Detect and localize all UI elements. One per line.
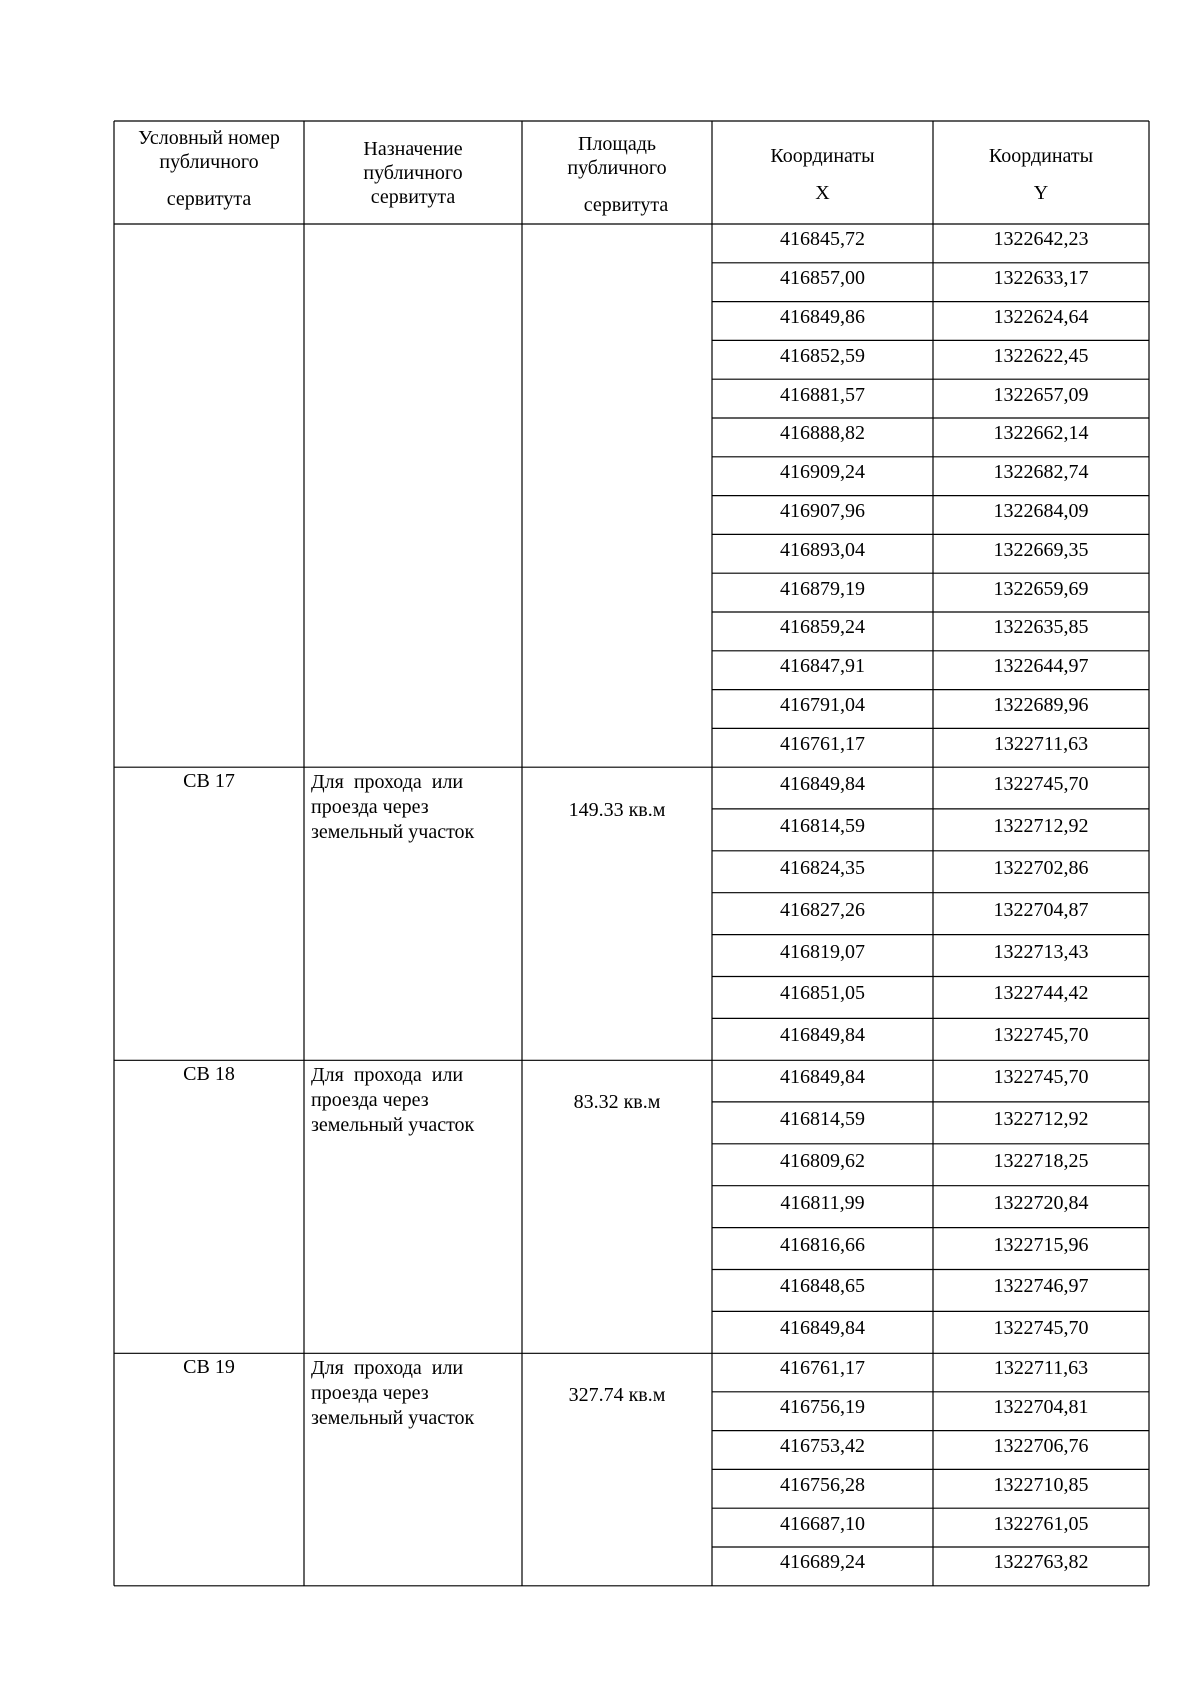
coord-y-cell: 1322718,25 — [993, 1149, 1089, 1172]
coord-y-cell: 1322669,35 — [993, 538, 1089, 561]
header-coord-x-line2: X — [815, 182, 830, 204]
coord-x-cell: 416824,35 — [780, 856, 865, 879]
coord-x-cell: 416761,17 — [780, 732, 865, 755]
coord-y-cell: 1322715,96 — [993, 1233, 1089, 1256]
coord-x-cell: 416881,57 — [780, 383, 865, 406]
header-area-line1: Площадь — [578, 133, 656, 155]
coord-x-cell: 416888,82 — [780, 422, 865, 445]
group-1-purpose-line2: проезда через — [311, 796, 429, 818]
header-area-line3: сервитута — [583, 194, 669, 216]
coord-x-cell: 416909,24 — [780, 461, 865, 484]
coord-y-cell: 1322704,87 — [993, 898, 1089, 921]
coord-x-cell: 416859,24 — [780, 616, 865, 639]
coord-x-cell: 416827,26 — [780, 898, 865, 921]
coord-y-cell: 1322761,05 — [993, 1512, 1089, 1535]
coord-x-cell: 416847,91 — [780, 655, 865, 678]
coord-y-cell: 1322712,92 — [993, 1107, 1089, 1130]
coord-x-cell: 416756,19 — [780, 1396, 865, 1419]
coord-x-cell: 416849,86 — [780, 306, 865, 328]
group-2-purpose — [311, 1063, 516, 1138]
coord-x-cell: 416848,65 — [780, 1275, 865, 1298]
coord-y-cell: 1322744,42 — [993, 982, 1089, 1005]
group-2-purpose-line2: проезда через — [311, 1089, 429, 1111]
coord-y-cell: 1322745,70 — [993, 772, 1089, 795]
coord-x-cell: 416857,00 — [780, 267, 865, 290]
coord-x-cell: 416689,24 — [780, 1551, 865, 1574]
coord-y-cell: 1322644,97 — [993, 655, 1089, 678]
coord-y-cell: 1322763,82 — [993, 1551, 1089, 1574]
coord-y-cell: 1322706,76 — [993, 1435, 1089, 1457]
coord-y-cell: 1322713,43 — [993, 940, 1089, 963]
header-purpose-line2: публичного — [363, 162, 463, 184]
group-2-purpose-line1: Для прохода или — [311, 1064, 464, 1086]
coord-x-cell: 416819,07 — [780, 940, 865, 963]
coord-x-cell: 416879,19 — [780, 577, 865, 600]
header-purpose — [304, 137, 522, 209]
header-area — [522, 132, 712, 217]
coord-y-cell: 1322702,86 — [993, 856, 1089, 879]
group-3-purpose-line1: Для прохода или — [311, 1357, 464, 1379]
coord-x-cell: 416852,59 — [780, 344, 865, 367]
header-number — [114, 126, 304, 211]
coord-x-cell: 416816,66 — [780, 1233, 865, 1256]
coord-x-cell: 416893,04 — [780, 538, 865, 561]
coord-y-cell: 1322704,81 — [993, 1396, 1089, 1419]
group-2-purpose-line3: земельный участок — [311, 1114, 475, 1136]
header-coord-y-line2: Y — [1033, 182, 1049, 204]
coord-y-cell: 1322642,23 — [993, 228, 1089, 251]
header-number-line2: публичного — [159, 151, 259, 173]
coord-x-cell: 416814,59 — [780, 814, 865, 837]
coord-y-cell: 1322633,17 — [993, 267, 1089, 290]
group-2-number: СВ 18 — [183, 1063, 235, 1085]
group-1-number: СВ 17 — [183, 770, 235, 792]
group-2-area: 83.32 кв.м — [573, 1091, 661, 1113]
coord-x-cell: 416851,05 — [780, 982, 865, 1005]
coord-y-cell: 1322662,14 — [993, 422, 1089, 445]
coord-x-cell: 416849,84 — [780, 1024, 865, 1047]
group-3-purpose-line3: земельный участок — [311, 1407, 475, 1429]
header-coord-y — [933, 144, 1149, 205]
header-purpose-line3: сервитута — [370, 186, 456, 208]
coord-y-cell: 1322684,09 — [993, 500, 1089, 522]
coord-x-cell: 416809,62 — [780, 1149, 865, 1172]
header-number-line3: сервитута — [166, 188, 252, 210]
header-coord-x-line1: Координаты — [770, 145, 875, 167]
coord-y-cell: 1322745,70 — [993, 1065, 1089, 1088]
coord-y-cell: 1322689,96 — [993, 694, 1089, 716]
coord-y-cell: 1322710,85 — [993, 1473, 1089, 1496]
coord-x-cell: 416791,04 — [780, 694, 865, 716]
coord-y-cell: 1322712,92 — [993, 814, 1089, 837]
group-3-purpose — [311, 1356, 516, 1431]
group-3-area: 327.74 кв.м — [568, 1384, 666, 1406]
group-3-number: СВ 19 — [183, 1356, 235, 1378]
coord-x-cell: 416849,84 — [780, 1317, 865, 1340]
coord-y-cell: 1322745,70 — [993, 1024, 1089, 1047]
coord-x-cell: 416761,17 — [780, 1357, 865, 1380]
coord-y-cell: 1322711,63 — [993, 732, 1089, 755]
coord-y-cell: 1322711,63 — [993, 1357, 1089, 1380]
coord-x-cell: 416907,96 — [780, 500, 865, 522]
coord-x-cell: 416811,99 — [780, 1191, 865, 1214]
coord-y-cell: 1322746,97 — [993, 1275, 1089, 1298]
group-1-area: 149.33 кв.м — [568, 799, 666, 821]
header-area-line2: публичного — [567, 157, 667, 179]
coord-y-cell: 1322682,74 — [993, 461, 1089, 484]
header-coord-x — [712, 144, 933, 205]
coord-x-cell: 416756,28 — [780, 1473, 865, 1496]
coord-x-cell: 416845,72 — [780, 228, 865, 251]
header-number-line1: Условный номер — [138, 127, 280, 149]
group-1-purpose — [311, 770, 516, 845]
coord-x-cell: 416687,10 — [780, 1512, 865, 1535]
group-1-purpose-line1: Для прохода или — [311, 771, 464, 793]
coord-y-cell: 1322659,69 — [993, 577, 1089, 600]
header-purpose-line1: Назначение — [363, 138, 463, 160]
coord-y-cell: 1322624,64 — [993, 306, 1089, 328]
coord-y-cell: 1322745,70 — [993, 1317, 1089, 1340]
group-1-purpose-line3: земельный участок — [311, 821, 475, 843]
coord-y-cell: 1322622,45 — [993, 344, 1089, 367]
header-coord-y-line1: Координаты — [988, 145, 1094, 167]
coord-x-cell: 416814,59 — [780, 1107, 865, 1130]
coord-x-cell: 416849,84 — [780, 1065, 865, 1088]
coord-y-cell: 1322635,85 — [993, 616, 1089, 639]
coord-x-cell: 416753,42 — [780, 1435, 865, 1457]
coord-x-cell: 416849,84 — [780, 772, 865, 795]
group-3-purpose-line2: проезда через — [311, 1382, 429, 1404]
coord-y-cell: 1322657,09 — [993, 383, 1089, 406]
coord-y-cell: 1322720,84 — [993, 1191, 1089, 1214]
